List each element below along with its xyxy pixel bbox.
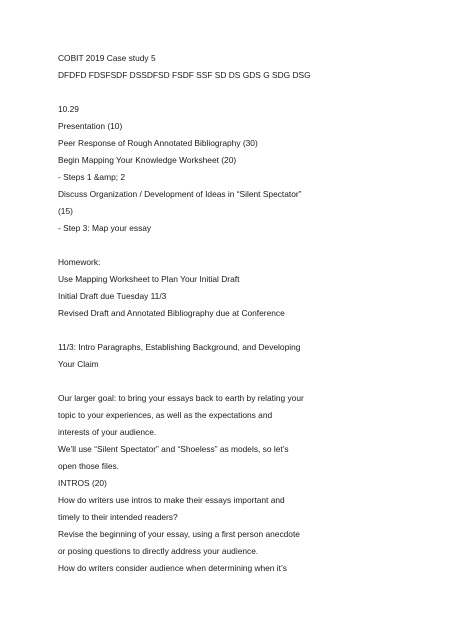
document-subtitle: DFDFD FDSFSDF DSSDFSD FSDF SSF SD DS GDS G SDG DSG (58, 70, 311, 80)
document-title: COBIT 2019 Case study 5 (58, 53, 156, 63)
session-paragraph-line: How do writers use intros to make their essays important and (58, 495, 285, 505)
spacer (58, 237, 438, 254)
agenda-item: Begin Mapping Your Knowledge Worksheet (20) (58, 155, 237, 165)
homework-item: Initial Draft due Tuesday 11/3 (58, 291, 167, 301)
agenda-item: - Step 3: Map your essay (58, 223, 152, 233)
document-body (58, 50, 438, 577)
session-paragraph-line: topic to your experiences, as well as the expectations and (58, 410, 273, 420)
spacer (58, 84, 438, 101)
spacer (58, 322, 438, 339)
agenda-item: Presentation (10) (58, 121, 123, 131)
session-paragraph-line: Our larger goal: to bring your essays back to earth by relating your (58, 393, 304, 403)
session-title: 11/3: Intro Paragraphs, Establishing Background, and Developing (58, 342, 301, 352)
homework-item: Use Mapping Worksheet to Plan Your Initial Draft (58, 274, 240, 284)
spacer (58, 373, 438, 390)
homework-heading: Homework: (58, 257, 101, 267)
session-title: Your Claim (58, 359, 99, 369)
agenda-date: 10.29 (58, 104, 79, 114)
session-paragraph-line: How do writers consider audience when determining when it’s (58, 563, 287, 573)
agenda-item: - Steps 1 &amp; 2 (58, 172, 126, 182)
session-paragraph-line: or posing questions to directly address your audience. (58, 546, 259, 556)
agenda-item: Discuss Organization / Development of Ideas in “Silent Spectator” (58, 189, 302, 199)
agenda-item: (15) (58, 206, 73, 216)
session-paragraph-line: open those files. (58, 461, 119, 471)
session-paragraph-line: INTROS (20) (58, 478, 107, 488)
session-paragraph-line: Revise the beginning of your essay, using a first person anecdote (58, 529, 300, 539)
session-paragraph-line: interests of your audience. (58, 427, 157, 437)
session-paragraph-line: timely to their intended readers? (58, 512, 178, 522)
homework-item: Revised Draft and Annotated Bibliography due at Conference (58, 308, 285, 318)
session-paragraph-line: We’ll use “Silent Spectator” and “Shoeless” as models, so let’s (58, 444, 289, 454)
agenda-item: Peer Response of Rough Annotated Bibliography (30) (58, 138, 258, 148)
